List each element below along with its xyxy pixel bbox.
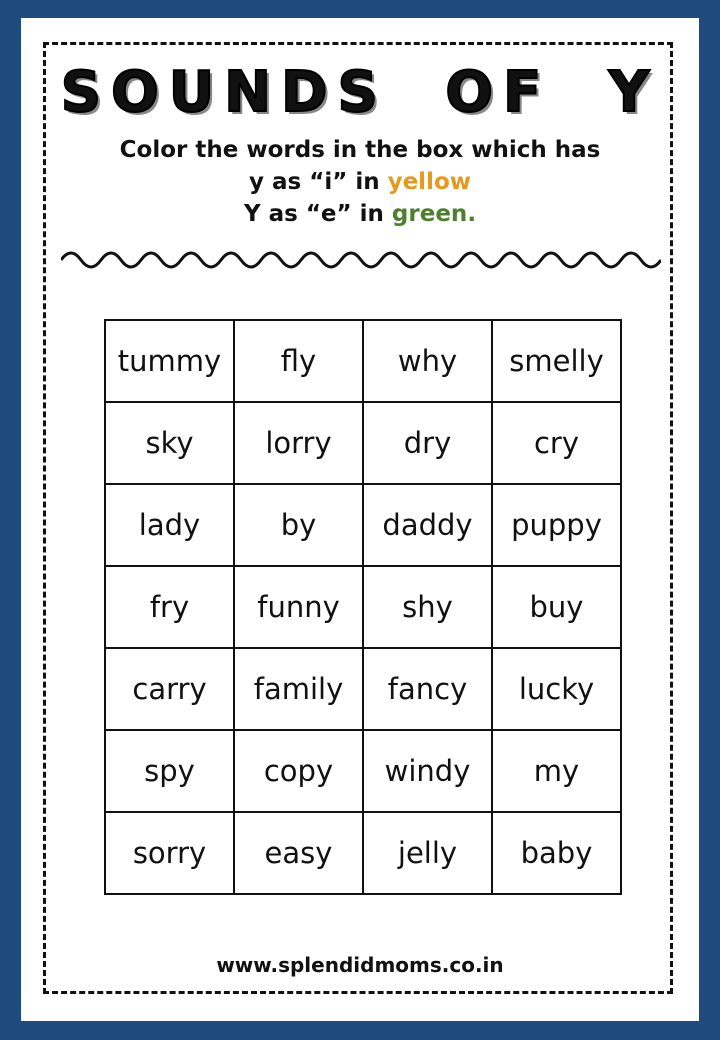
word-cell[interactable]: smelly — [492, 320, 621, 402]
word-cell[interactable]: jelly — [363, 812, 492, 894]
grid-row — [105, 812, 621, 894]
grid-row — [105, 402, 621, 484]
word-cell[interactable]: my — [492, 730, 621, 812]
word-cell[interactable]: sorry — [105, 812, 234, 894]
grid-row — [105, 484, 621, 566]
grid-row — [105, 648, 621, 730]
instruction-line-3 — [21, 198, 699, 230]
word-cell[interactable]: why — [363, 320, 492, 402]
instruction-line-3-prefix: Y as “e” in — [243, 201, 392, 227]
word-cell[interactable]: windy — [363, 730, 492, 812]
worksheet-title: SOUNDS OF Y — [60, 60, 660, 125]
instruction-line-2-prefix: y as “i” in — [248, 169, 388, 195]
word-cell[interactable]: lucky — [492, 648, 621, 730]
word-cell[interactable]: shy — [363, 566, 492, 648]
wavy-divider — [61, 240, 661, 280]
word-cell[interactable]: tummy — [105, 320, 234, 402]
word-cell[interactable]: carry — [105, 648, 234, 730]
word-cell[interactable]: spy — [105, 730, 234, 812]
word-cell[interactable]: baby — [492, 812, 621, 894]
word-cell[interactable]: cry — [492, 402, 621, 484]
worksheet-page — [21, 18, 699, 1021]
word-cell[interactable]: fry — [105, 566, 234, 648]
grid-row — [105, 730, 621, 812]
yellow-color-word: yellow — [387, 169, 472, 195]
word-grid — [104, 319, 622, 895]
word-cell[interactable]: easy — [234, 812, 363, 894]
instruction-line-1: Color the words in the box which has — [119, 137, 601, 163]
word-cell[interactable]: copy — [234, 730, 363, 812]
green-color-word: green — [391, 201, 468, 227]
word-cell[interactable]: lady — [105, 484, 234, 566]
instruction-line-2 — [21, 166, 699, 198]
instruction-line-3-suffix: . — [467, 201, 477, 227]
word-cell[interactable]: dry — [363, 402, 492, 484]
word-cell[interactable]: fancy — [363, 648, 492, 730]
word-cell[interactable]: buy — [492, 566, 621, 648]
grid-row — [105, 320, 621, 402]
grid-row — [105, 566, 621, 648]
word-cell[interactable]: daddy — [363, 484, 492, 566]
word-cell[interactable]: funny — [234, 566, 363, 648]
word-cell[interactable]: lorry — [234, 402, 363, 484]
word-cell[interactable]: fly — [234, 320, 363, 402]
word-cell[interactable]: family — [234, 648, 363, 730]
word-cell[interactable]: by — [234, 484, 363, 566]
word-cell[interactable]: sky — [105, 402, 234, 484]
website-url: www.splendidmoms.co.in — [216, 953, 504, 977]
word-cell[interactable]: puppy — [492, 484, 621, 566]
